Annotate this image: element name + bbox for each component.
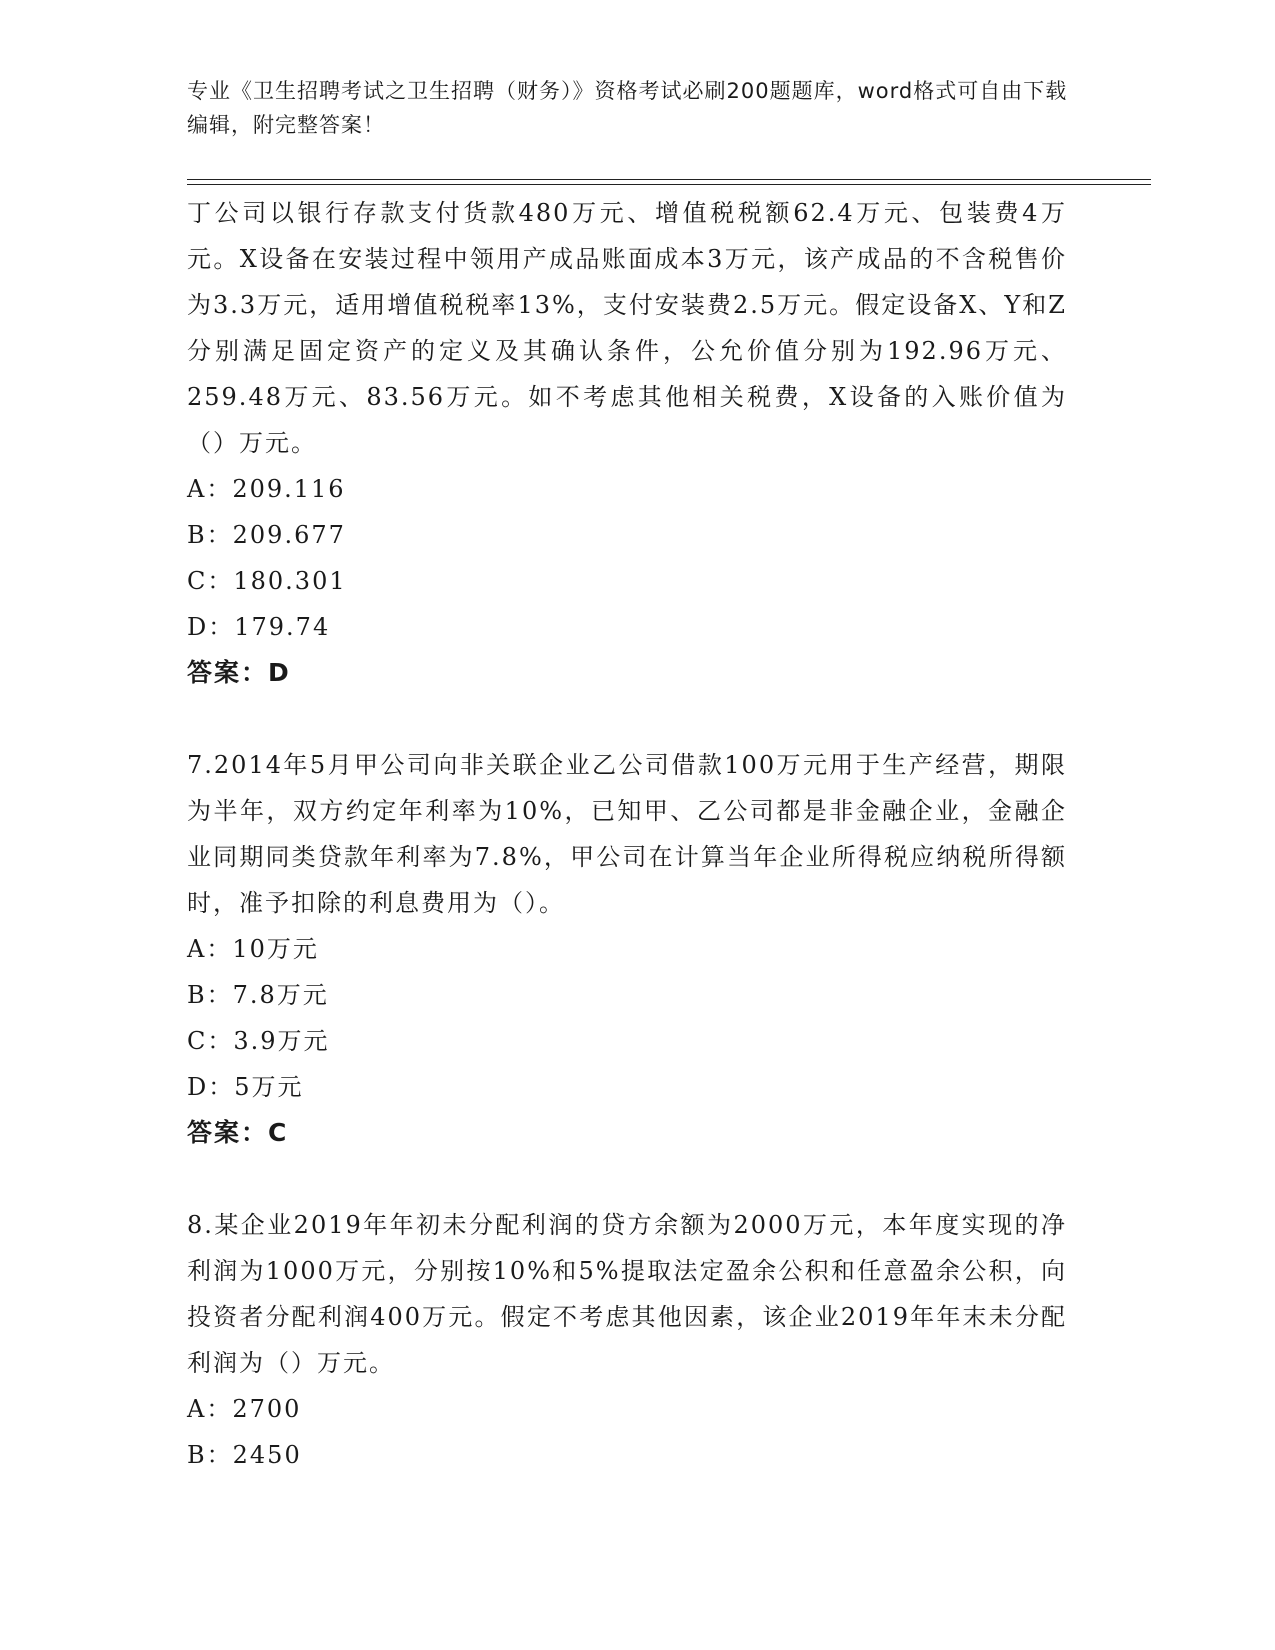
question-8	[187, 1202, 1067, 1478]
option-c: C：3.9万元	[187, 1027, 330, 1055]
question-stem: 8.某企业2019年年初未分配利润的贷方余额为2000万元，本年度实现的净利润为1000万元，分别按10%和5%提取法定盈余公积和任意盈余公积，向投资者分配利润400万元。假定不考虑其他因素，该企业2019年年末未分配利润为（）万元。	[187, 1211, 1067, 1377]
header-rule-bottom	[187, 184, 1151, 185]
option-c: C：180.301	[187, 567, 347, 595]
option-b: B：209.677	[187, 521, 346, 549]
document-body	[187, 190, 1067, 1478]
spacer	[187, 696, 1067, 742]
option-d: D：179.74	[187, 613, 331, 641]
option-d: D：5万元	[187, 1073, 304, 1101]
answer: 答案：D	[187, 658, 291, 687]
option-b: B：2450	[187, 1441, 302, 1469]
option-a: A：10万元	[187, 935, 319, 963]
option-a: A：209.116	[187, 475, 346, 503]
question-stem: 7.2014年5月甲公司向非关联企业乙公司借款100万元用于生产经营，期限为半年，双方约定年利率为10%，已知甲、乙公司都是非金融企业，金融企业同期同类贷款年利率为7.8%，甲公司在计算当年企业所得税应纳税所得额时，准予扣除的利息费用为（）。	[187, 751, 1067, 917]
document-header	[187, 74, 1087, 142]
spacer	[187, 1156, 1067, 1202]
header-title: 专业《卫生招聘考试之卫生招聘（财务）》资格考试必刷200题题库，word格式可自由下载编辑，附完整答案！	[187, 79, 1068, 137]
question-7	[187, 742, 1067, 1156]
question-6	[187, 190, 1067, 696]
option-a: A：2700	[187, 1395, 302, 1423]
answer: 答案：C	[187, 1118, 289, 1147]
question-stem: 丁公司以银行存款支付货款480万元、增值税税额62.4万元、包装费4万元。X设备在安装过程中领用产成品账面成本3万元，该产成品的不含税售价为3.3万元，适用增值税税率13%，支付安装费2.5万元。假定设备X、Y和Z分别满足固定资产的定义及其确认条件，公允价值分别为192.96万元、259.48万元、83.56万元。如不考虑其他相关税费，X设备的入账价值为（）万元。	[187, 199, 1067, 457]
option-b: B：7.8万元	[187, 981, 329, 1009]
header-rule-top	[187, 179, 1151, 180]
